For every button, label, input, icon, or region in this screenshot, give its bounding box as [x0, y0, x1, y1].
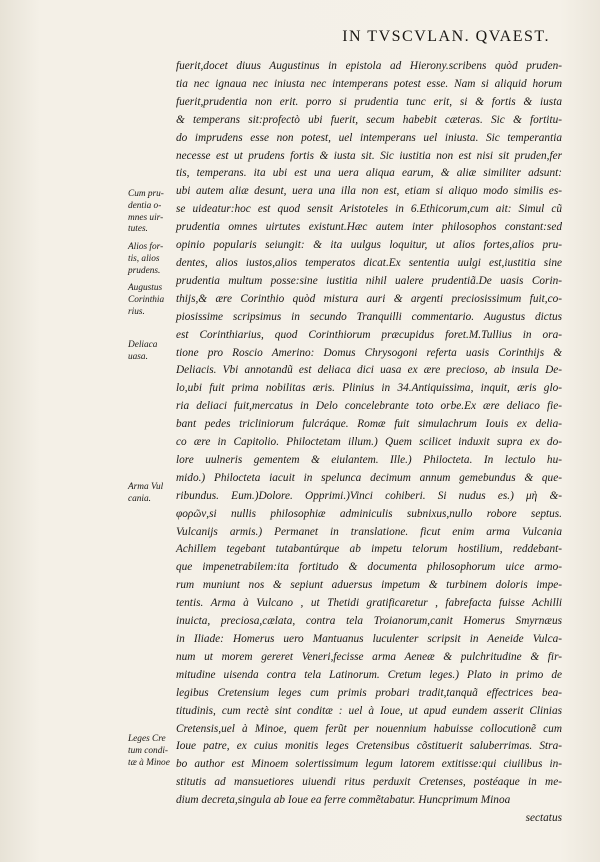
text-line: piosissime scripsimus in secundo Tranquilli commentario. Augustus dictus [176, 310, 562, 323]
text-line: Vulcanijs armis.) Permanet in translatione. ficut enim arma Vulcania [176, 525, 562, 538]
text-line: tis, temperans. ita ubi est una uera aliqua earum, & aliæ similiter adsunt: [176, 167, 562, 180]
catchword: sectatus [525, 812, 562, 825]
margin-note [128, 340, 176, 364]
margin-note [128, 189, 176, 236]
text-line: Achillem tegebant tutabantúrque ab impetu telorum hostilium, reddebant- [176, 543, 562, 556]
text-line: ria deliaci fuit,mercatus in Delo concelebrante toto orbe.Ex ære deliaco fie- [176, 400, 562, 413]
text-line: necesse est ut prudens fortis & iusta sit. Sic iustitia non est nisi sit pruden,fer [176, 149, 562, 162]
margin-note-text: Arma Vul cania. [128, 482, 164, 504]
margin-note-text: Deliaca uasa. [128, 340, 158, 362]
text-line: fuerit,docet diuus Augustinus in epistola ad Hierony.scribens quòd pruden- [176, 60, 562, 72]
text-line: prudentia multum posse:sine iustitia nihil ualere prudentiã.De uasis Corin- [176, 274, 562, 287]
text-line: Cretensis,uel à Minoe, quem ferũt per nouennium habuisse collocutionẽ cum [176, 722, 562, 735]
text-line: fuerit,prudentia non erit. porro si prudentia tunc erit, si & fortis & iusta [176, 95, 562, 108]
text-line: inuicta, preciosa,cælata, contra tela Troianorum,canit Homerus Smyrnæus [176, 615, 562, 628]
text-line: co ære in Capitolio. Philoctetam illum.) Quem scilicet induxit supra ex do- [176, 436, 562, 449]
text-line: num ut morem gereret Veneri,fecisse arma Aeneæ & pulchritudine & fir- [176, 650, 562, 663]
text-line: φορῶν,si nullis philosophiæ adminiculis subnixus,nullo robore septus. [176, 507, 562, 520]
margin-note [128, 283, 176, 318]
margin-note [128, 242, 176, 277]
text-line: lo,ubi fuit prima nobilitas æris. Plinius in 34.Antiquissima, inquit, æris glo- [176, 382, 562, 395]
text-line: prudentia omnes uirtutes existunt.Hæc autem inter philosophos constant:sed [176, 221, 562, 234]
text-line: Deliacis. Vbi annotandũ est deliaca dici uasa ex ære precioso, ab insula De- [176, 364, 562, 377]
main-text-block [176, 58, 562, 828]
text-line: ribundus. Eum.)Dolore. Opprimi.)Vinci cohiberi. Si nudus es.) μὴ &- [176, 489, 562, 502]
text-line: do imprudens esse non potest, uel intemperans uel iniusta. Sic temperantia [176, 131, 562, 144]
text-line: lore uulneris gementem & eiulantem. Ille.) Philocteta. In lectulo hu- [176, 453, 562, 466]
text-line: dium decreta,singula ab Ioue ea ferre commẽtabatur. Huncprimum Minoa [176, 794, 511, 807]
text-line: tione pro Roscio Amerino: Domus Chrysogoni referta uasis Corinthijs & [176, 346, 562, 359]
text-line: mitudine uisenda contra tela Latinorum. Cretum leges.) Plato in primo de [176, 668, 562, 681]
text-line: in Iliade: Homerus uero Mantuanus luculenter scripsit in Aeneide Vulca- [176, 633, 562, 645]
text-line: est Corinthiarius, quod Corinthiorum præcupidus foret.M.Tullius in ora- [176, 328, 562, 341]
text-line: Ioue patre, ex cuius monitis leges Cretensibus cõstituerit saluberrimas. Stra- [176, 740, 562, 753]
margin-note-text: Alios for- tis, alios prudens. [128, 242, 164, 276]
text-line: opinio popularis seiungit: & ita uulgus loquitur, ut alios fortes,alios pru- [176, 239, 562, 252]
text-line: tia nec ignaua nec iniusta nec intemperans potest esse. Nam si aliquid horum [176, 77, 562, 90]
text-line: se uideatur:hoc est quod sensit Aristoteles in 6.Ethicorum,cum ait: Simul cũ [176, 203, 562, 216]
margin-note [128, 482, 176, 506]
text-line: titudinis, cum rectè sint conditæ : uel à Ioue, ut apud eundem asserit Clinias [176, 704, 562, 717]
text-line: bo author est Minoem solertissimum legum latorem extitisse:qui ciuilibus in- [176, 758, 562, 771]
running-header: IN TVSCVLAN. QVAEST. [342, 28, 550, 45]
margin-note [128, 734, 176, 769]
text-line: ubi autem aliæ desunt, uera una illa non est, etiam si aliquo modo similis es- [176, 185, 562, 198]
text-line: mido.) Philocteta iacuit in spelunca decimum annum gemebundus & que- [176, 471, 562, 484]
text-line: legibus Cretensium leges cum primis probari tradit,tanquã effectrices bea- [176, 686, 562, 699]
text-line: bant pedes tricliniorum fulcráque. Romæ fuit simulachrum Iouis ex delia- [176, 418, 562, 431]
margin-note-text: Cum pru- dentia o- mnes uir- tutes. [128, 189, 164, 235]
text-line: stitutis ad mansuetiores uiuendi ritus perduxit Cretenses, postéaque in me- [176, 776, 562, 789]
text-line: rum muniunt nos & sepiunt aduersus impetum & turbinem doloris impe- [176, 579, 562, 592]
text-line: thijs,& ære Corinthio quòd mistura auri & argenti preciosissimum fuit,co- [176, 292, 562, 305]
text-line: que impenetrabilem:ita fortitudo & documenta philosophorum uice armo- [176, 561, 562, 574]
text-line: tentis. Arma à Vulcano , ut Thetidi gratificaretur , fabrefacta fuisse Achilli [176, 597, 562, 610]
margin-note-text: Leges Cre tum condi- tæ à Minoe [128, 734, 170, 768]
text-line: & temperans sit:profectò ubi fuerit, secum habebit cæteras. Sic & fortitu- [176, 113, 562, 126]
text-line: dentes, alios iustos,alios temperatos dicat.Ex sententia uulgi est,iustitia sine [176, 256, 562, 269]
margin-note-text: Augustus Corinthia rius. [128, 283, 165, 317]
